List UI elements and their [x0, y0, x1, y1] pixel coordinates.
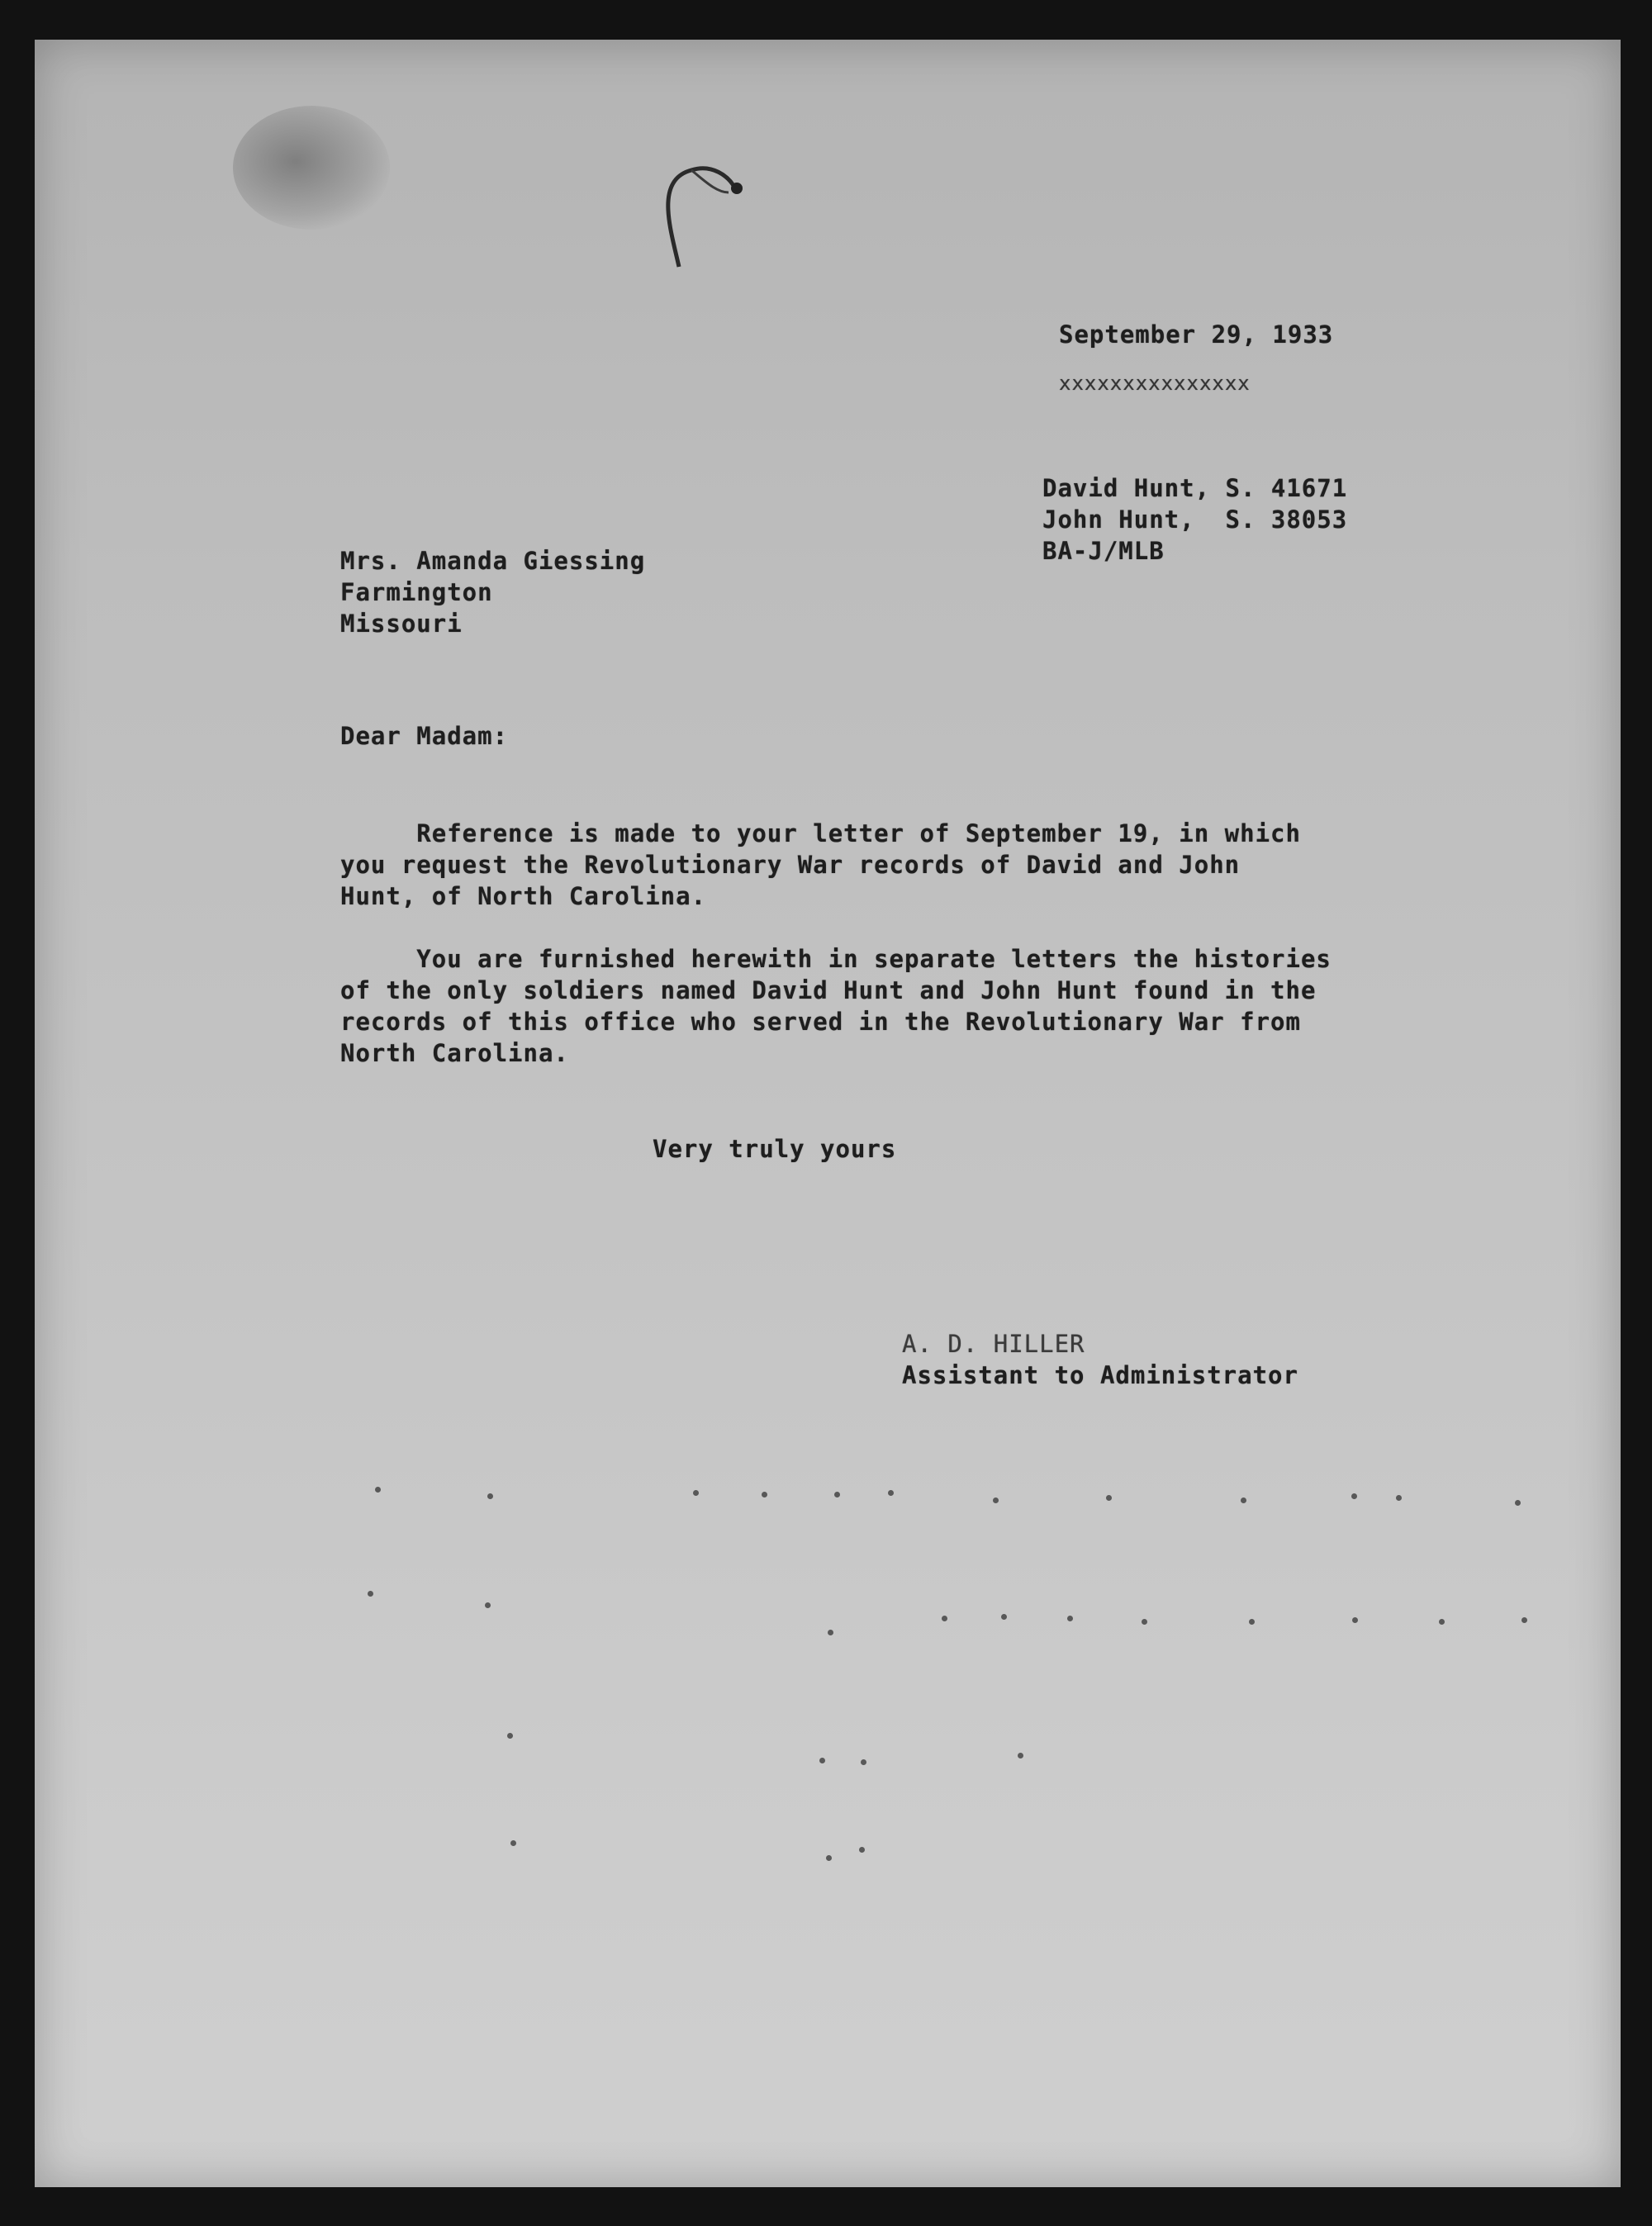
body-paragraph-1 [340, 818, 1301, 912]
recipient-city: Farmington [340, 578, 493, 606]
paragraph-line: North Carolina. [340, 1039, 569, 1067]
ink-smudge [233, 106, 390, 230]
paragraph-line: You are furnished herewith in separate letters the histories [340, 945, 1332, 973]
reference-line: John Hunt, S. 38053 [1042, 505, 1348, 534]
reference-line: BA-J/MLB [1042, 537, 1165, 565]
letter-date: September 29, 1933 [1059, 320, 1334, 349]
paragraph-line: you request the Revolutionary War records of David and John [340, 851, 1241, 879]
letter-page [35, 40, 1621, 2187]
paragraph-line: Hunt, of North Carolina. [340, 882, 707, 910]
file-marks: xxxxxxxxxxxxxxx [1059, 372, 1251, 395]
recipient-name: Mrs. Amanda Giessing [340, 547, 646, 575]
reference-block [1042, 472, 1347, 567]
paragraph-line: Reference is made to your letter of September 19, in which [340, 819, 1301, 847]
recipient-address [340, 545, 645, 639]
paragraph-line: records of this office who served in the Revolutionary War from [340, 1008, 1301, 1036]
paragraph-line: of the only soldiers named David Hunt and John Hunt found in the [340, 976, 1317, 1004]
reference-line: David Hunt, S. 41671 [1042, 474, 1348, 502]
signer-name: A. D. HILLER [902, 1330, 1085, 1358]
paper-clip-mark-icon [646, 155, 770, 279]
recipient-state: Missouri [340, 610, 463, 638]
body-paragraph-2 [340, 943, 1332, 1069]
salutation: Dear Madam: [340, 722, 509, 750]
closing: Very truly yours [653, 1135, 897, 1163]
signer-title: Assistant to Administrator [902, 1361, 1298, 1389]
